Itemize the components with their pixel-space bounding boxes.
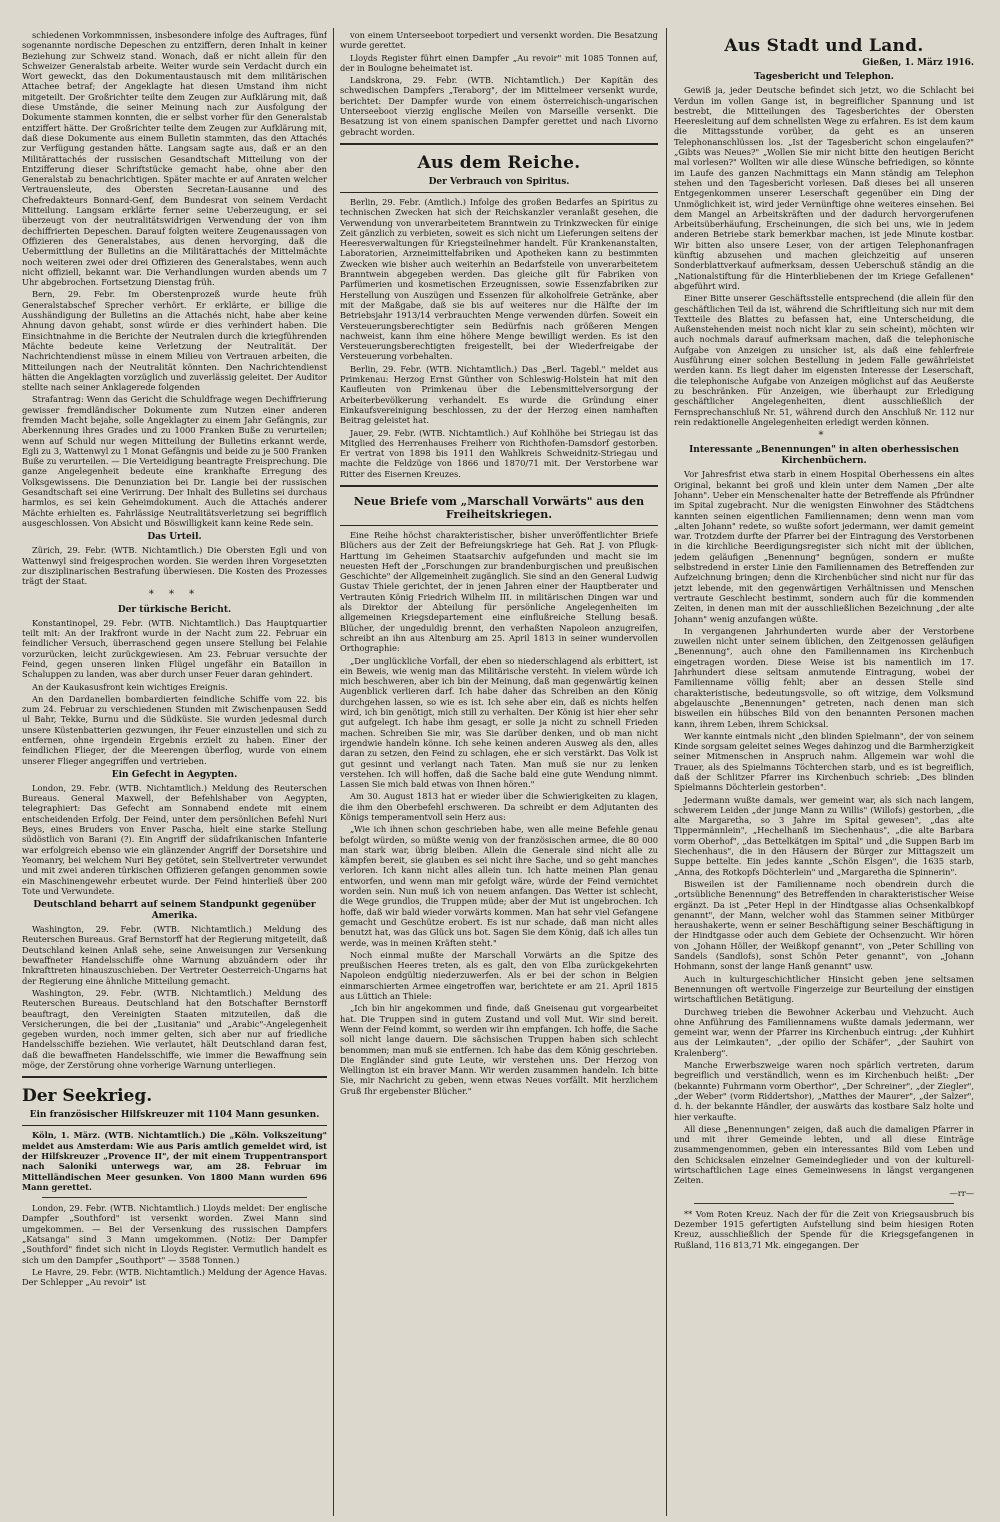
article-paragraph: An den Dardanellen bombardierten feindliche Schiffe vom 22. bis zum 24. Februar zu verschiedenen Stunden mit Zwischenpausen Sedd ul Bahr, Tekke, Burnu und die Südküste. Sie wurden jedesmal durch unsere Küstenbatterien gezwungen, ihr Feuer einzustellen und sich zu entfernen, ohne irgendein Ergebnis erzielt zu haben. Einer der feindlichen Flieger, der die Meerengen überflog, wurde von einem unserer Flieger angegriffen und vertrieben. — [22, 693, 327, 766]
article-paragraph: All diese „Benennungen" zeigen, daß auch die damaligen Pfarrer in und mit ihrer Gemeinde lebten, und all diese Einträge zusammengenommen, geben ein interessantes Bild vom Leben und den Schicksalen einzelner Gemeindeglieder und von der kulturell-wirtschaftlichen Lage eines Gemeinwesens in längst vergangenen Zeiten. — [674, 1123, 974, 1186]
section-heading: Der türkische Bericht. — [117, 604, 232, 615]
section-heading-large: Aus dem Reiche. — [417, 152, 581, 173]
column-middle — [340, 30, 658, 1512]
article-paragraph: Jauer, 29. Febr. (WTB. Nichtamtlich.) Auf Kohlhöhe bei Striegau ist das Mitglied des Herrenhauses Freiherr von Richthofen-Damsdorf gestorben. Er vertrat von 1898 bis 1911 den Wahlkreis Schweidnitz-Striegau und machte die Feldzüge von 1866 und 1870/71 mit. Der Verstorbene war Ritter des Eisernen Kreuzes. — [340, 427, 658, 479]
article-paragraph: Berlin, 29. Febr. (WTB. Nichtamtlich.) Das „Berl. Tagebl." meldet aus Primkenau: Herzog Ernst Günther von Schleswig-Holstein hat mit den Kaufleuten von Primkenau über die Lebensmittelversorgung der Arbeiterbevölkerung verhandelt. Es wurde die Gründung einer Einkaufsvereinigung beschlossen, zu der der Herzog einen namhaften Beitrag geleistet hat. — [340, 363, 658, 426]
divider — [42, 1197, 307, 1198]
article-paragraph: Washington, 29. Febr. (WTB. Nichtamtlich.) Meldung des Reuterschen Bureaus. Graf Bernstorff hat der Regierung mitgeteilt, daß Deutschland keinen Anlaß sehe, seine Anweisungen zur Versenkung bewaffneter Handelsschiffe ohne Warnung abzuändern oder ihr Inkrafttreten hinauszuschieben. Der Vertreter Oesterreich-Ungarns hat der Regierung eine ähnliche Mitteilung gemacht. — [22, 924, 327, 986]
article-paragraph: schiedenen Vorkommnissen, insbesondere infolge des Auftrages, fünf sogenannte nordische Depeschen zu entziffern, deren Inhalt in keiner Beziehung zur Schweiz stand. Wonach, daß er nicht allein für den Schweizer Generalstab arbeite. Weiter wurde sein Verdacht durch ein Wort geweckt, das den Dokumentaustausch mit dem militärischen Attachee betraf; der Angeklagte hat diesen Umstand ihm nicht mitgeteilt. Der Großrichter teilte dem Zeugen zur Aufklärung mit, daß diese Umstände, die seiner Meinung nach zur Ausfolgung der Dokumente stammen konnten, die er selbst vorher für den Generalstab entziffert hätte. Der Großrichter teilte dem Zeugen zur Aufklärung mit, daß diese Dokumente aus einem Bulletin stammten, das den Attachés zur Verfügung gestanden hätte. Langsam sagte aus, daß er an den Militärattachés der russischen Gesandtschaft Mitteilung von der Entzifferung dieser Schriftstücke gemacht habe, ohne aber den Generalstab zu benachrichtigen. Später machte er auf Anraten welcher Vertrauensleute, des Obersten Secretan-Lausanne und des Chefredakteurs Bonnard-Genf, dem Bundesrat von seinem Verdacht Mitteilung. Langsam erklärte ferner seine Ueberzeugung, er sei überzeugt von der neutralitätswidrigen Verwendung der von ihm dechiffrierten Depeschen. Darauf folgten weitere Zeugenaussagen von Offizieren des Generalstabes, aus denen hervorging, daß die Uebermittlung der Bulletins an die Militärattachés der Mittelmächte noch weiteren zwei oder drei Offizieren des Generalstabes, wenn auch nicht offiziell, bekannt war. Die Verhandlungen wurden abends um 7 Uhr abgebrochen. Fortsetzung Dienstag früh. — [22, 30, 327, 288]
section-heading-large: Aus Stadt und Land. — [724, 36, 924, 56]
article-paragraph: Köln, 1. März. (WTB. Nichtamtlich.) Die „Köln. Volkszeitung" meldet aus Amsterdam: Wie aus Paris amtlich gemeldet wird, ist der Hilfskreuzer „Provence II", der mit einem Truppentransport nach Saloniki unterwegs war, am 28. Februar im Mittelländischen Meer gesunken. Von 1800 Mann wurden 696 Mann gerettet. — [22, 1130, 327, 1192]
column-rule — [333, 28, 334, 1516]
article-paragraph: Bisweilen ist der Familienname noch obendrein durch die „ortsübliche Benennung" des Betreffenden in charakteristischer Weise ergänzt. Da ist „Peter Hepl in der Hindtgasse alias Ochsenkalbkopf genannt", der Mann, welcher wohl das Stammen seiner Mitbürger heraushakerte, wenn er seiner Beschäftigung seiner Beschäftigung in der Hindtgasse oder auch dem Gebiete der Ochsenzucht. Wir hören von „Johann Höller, der Weißkopf genannt", von „Peter Schilling von Sandels (Sandlofs), sonst Schön Peter genannt", von „Johann Hohmann, sonst der lange Hanß genannt" usw. — [674, 878, 974, 972]
section-heading-large: Der Seekrieg. — [22, 1086, 153, 1107]
quoted-letter: „Ich bin hir angekommen und finde, daß Gneisenau gut vorgearbeitet hat. Die Truppen sind in gutem Zustand und voll Mut. Wir sind bereit. Wenn der Feind kommt, so werden wir ihn empfangen. Ich hoffe, die Sache soll nicht lange dauern. Die sächsischen Truppen haben sich schlecht benommen; man muß sie entfernen. Ich habe das dem König geschrieben. Die Engländer sind gute Leute, wir verstehen uns. Der Herzog von Wellington ist ein braver Mann. Wir werden zusammen handeln. Ich bitte Sie, mir Nachricht zu geben, wenn etwas Neues vorfällt. Mit herzlichem Gruß Ihr ergebenster Blücher." — [340, 1003, 658, 1096]
article-paragraph: Strafantrag: Wenn das Gericht die Schuldfrage wegen Dechiffrierung gewisser fremdländischer Dokumente zum Nutzen einer anderen fremden Macht bejahe, solle Angeklagter zu einem Jahr Gefängnis, zur Aberkennung ihres Grades und zu 1000 Franken Buße zu verurteilen; wenn auf Schuld nur wegen Mitteilung der Bulletins erkannt werde, Egli zu 3, Wattenwyl zu 1 Monat Gefängnis und beide zu je 500 Franken Buße zu verurteilen. — Die Verteidigung beantragte Freisprechung. Die ganze Angelegenheit bedeute eine krankhafte Erregung des Volksgewissens. Die Denunziation bei Dr. Langie bei der russischen Gesandtschaft sei eine Verirrung. Der Inhalt des Bulletins sei durchaus harmlos, es sei kein Geheimdokument. Auch die Attachés anderer Mächte erhielten es. Fahrlässige Neutralitätsverletzung sei begrifflich ausgeschlossen. Von Absicht und Böswilligkeit kann keine Rede sein. — [22, 394, 327, 528]
column-left — [22, 30, 327, 1512]
section-heading: Deutschland beharrt auf seinem Standpunkt gegenüber Amerika. — [33, 900, 316, 922]
section-heading: Interessante „Benennungen" in alten oberhessischen Kirchenbüchern. — [689, 445, 959, 467]
article-paragraph: Auch in kulturgeschichtlicher Hinsicht geben jene seltsamen Benennungen oft wertvolle Fingerzeige zur Beurteilung der einstigen wirtschaftlichen Betätigung. — [674, 973, 974, 1005]
article-paragraph: von einem Unterseeboot torpediert und versenkt worden. Die Besatzung wurde gerettet. — [340, 30, 658, 51]
article-paragraph: Am 30. August 1813 hat er wieder über die Schwierigkeiten zu klagen, die ihm den Oberbefehl erschweren. Da schreibt er dem Adjutanten des Königs temperamentvoll sein Herz aus: — [340, 791, 658, 822]
article-paragraph: Einer Bitte unserer Geschäftsstelle entsprechend (die allein für den geschäftlichen Teil da ist, während die Schriftleitung sich nur mit dem Textteile des Blattes zu befassen hat, eine Unterscheidung, die Außenstehenden meist noch nicht klar zu sein scheint), möchten wir auch nochmals darauf aufmerksam machen, daß die telephonische Aufgabe von Anzeigen zu unsicher ist, als daß eine fehlerfreie Ausführung einer solchen Bestellung in jedem Falle gewährleistet werden kann. Es liegt daher im eigensten Interesse der Leserschaft, die telephonische Aufgabe von Anzeigen möglichst auf das Aeußerste zu beschränken. Für Anzeigen, wie überhaupt zur Erledigung geschäftlicher Angelegenheiten, dient ausschließlich der Fernsprechanschluß Nr. 51, während durch den Anschluß Nr. 112 nur rein redaktionelle Angelegenheiten erledigt werden können. — [674, 293, 974, 427]
article-paragraph: Bern, 29. Febr. Im Oberstenprozeß wurde heute früh Generalstabschef Sprecher verhört. Er erklärte, er billige die Ausshändigung der Bulletins an die Attachés nicht, habe aber keine Ahnung davon gehabt, sonst würde er dies verhindert haben. Die Einsichtnahme in die Berichte der Neutralen durch die kriegführenden Mächte bedeute keine Verletzung der Neutralität. Der Nachrichtendienst müsse in einem Milieu von Vertrauen arbeiten, die Mitteilungen nach der Neutralität könnten. Den Nachrichtendienst hätten die Angeklagten vorzüglich und zuverlässig geleitet. Der Auditor stellte nach seiner Anklagerede folgenden — [22, 289, 327, 393]
article-paragraph: Jedermann wußte damals, wer gemeint war, als sich nach langem, schwerem Leiden „der junge Mann zu Willis" (Willofs) gestorben, „die alte Margaretha, so 3 Jahre im Spital gewesen", „das alte Tippermännlein", „Hechelhanß im Siechenhaus", „die alte Barbara vorm Oberhof", „das Bettelkätgen im Spital" und „die Suppen Barb im Siechenhaus", die in den Häusern der Bürger zur Mittagszeit um Suppe bettelte. Ein jedes kannte „Schön Elsgen", die 1635 starb, „Anna, des Rotkopfs Döchterlein" und „Margaretha die Spinnerin". — [674, 794, 974, 877]
article-paragraph: Durchweg trieben die Bewohner Ackerbau und Viehzucht. Auch ohne Anführung des Familiennamens wußte damals jedermann, wer gemeint war, wenn der Pfarrer ins Kirchenbuch eintrug: „der Kuhhirt aus der Leimkauten", „der opilio der Schäfer", „der Sauhirt von Kralenberg". — [674, 1006, 974, 1058]
article-paragraph: In vergangenen Jahrhunderten wurde aber der Verstorbene zuweilen nicht unter seinem üblichen, den Zeitgenossen geläufigen „Benennung", auch ohne den Familiennamen ins Kirchenbuch eingetragen worden. Diese Weise ist bis namentlich im 17. Jahrhundert diese seltsam anmutende Eintragung, wobei der Familienname völlig fehlt; aber an dessen Stelle sind charakteristische, bedeutungsvolle, so oft witzige, dem Volksmund abgelauschte „Benennungen" getreten, nach denen man sich bisweilen ein hübsches Bild von den benannten Personen machen kann, ihrem Leben, ihrem Schicksal. — [674, 625, 974, 729]
section-heading: Ein Gefecht in Aegypten. — [111, 769, 238, 780]
article-paragraph: Landskrona, 29. Febr. (WTB. Nichtamtlich.) Der Kapitän des schwedischen Dampfers „Teraborg", der im Mittelmeer versenkt wurde, berichtet: Der Dampfer wurde von einem österreichisch-ungarischen Unterseeboot vierzig englische Meilen von Marseille versenkt. Die Besatzung ist von einem spanischen Dampfer gerettet und nach Livorno gebracht worden. — [340, 75, 658, 137]
article-paragraph: Lloyds Register führt einen Dampfer „Au revoir" mit 1085 Tonnen auf, der in Boulogne beheimatet ist. — [340, 52, 658, 73]
quoted-letter: „Der unglückliche Vorfall, der eben so niederschlagend als erbittert, ist ein Beweis, wie wenig man das Militärische versteht. In vielem würde ich mich beschweren, aber ich bin der Meinung, daß man gegenwärtig keinen Augenblick verlieren darf. Ich habe daher das Schreiben an den König durchgehen lassen, so wie es ist. Ich sehe aber ein, daß es nichts helfen wird, ich bin genötigt, mich still zu verhalten. Der König ist hier eher sehr gut aufgelegt. Ich habe ihm gesagt, er solle ja nicht zu schnell Frieden machen. Schreiben Sie mir, was Sie darüber denken, und ob man nicht irgendwie handeln könne. Ich sehe keinen anderen Ausweg als den, alles daran zu setzen, den Feind zu schlagen, ehe er sich verstärkt. Das Volk ist gut gesinnt und verlangt nach Taten. Man muß sie nur zu lenken verstehen. Ich will hoffen, daß die Sache bald eine gute Wendung nimmt. Lassen Sie mich bald etwas von Ihnen hören." — [340, 655, 658, 790]
article-paragraph: Noch einmal mußte der Marschall Vorwärts an die Spitze des preußischen Heeres treten, als es galt, den von Elba zurückgekehrten Napoleon endgültig niederzuwerfen. Als er bei der schon in Belgien einmarschierten Armee eingetroffen war, berichtete er am 21. April 1815 aus Lüttich an Thiele: — [340, 949, 658, 1002]
quoted-letter: „Wie ich ihnen schon geschrieben habe, wen alle meine Befehle genau befolgt würden, so müßte wenig von der französischen armee, die 80 000 man stark war, übrig bleiben. Allein die Generale sind nicht alle zu kämpfen bereit, sie glauben es sei nicht ihre Sache, und so geht manches verloren. Ich kann nicht alles allein tun. Ich hatte meinen Plan genau entworfen, und wenn man mir gefolgt wäre, würde der Feind vernichtet worden sein. Nun muß ich von neuem anfangen. Das Wetter ist schlecht, die Wege grundlos, die Truppen müde; aber der Mut ist ungebrochen. Ich hoffe, daß wir bald wieder vorwärts kommen. Man hat sehr viel Gefangene gemacht und Geschütze erobert. Es ist nur schade, daß man nicht alles benutzt hat, was das Glück uns bot. Sagen Sie dem König, daß ich alles tun werde, was in meinen Kräften steht." — [340, 824, 658, 948]
separator-stars: * * * — [148, 589, 201, 601]
article-paragraph: Wer kannte eintmals nicht „den blinden Spielmann", der von seinem Kinde sorgsam geleitet seines Weges dahinzog und die Barmherzigkeit seiner Mitmenschen in Anspruch nahm. Allgemein war wohl die Trauer, als des Spielmanns Töchterchen starb, und es ist begreiflich, daß der Schlitzer Pfarrer ins Kirchenbuch schrieb: „Des blinden Spielmanns Döchterlein gestorben". — [674, 730, 974, 793]
article-paragraph: London, 29. Febr. (WTB. Nichtamtlich.) Lloyds meldet: Der englische Dampfer „Southford" ist versenkt worden. Zwei Mann sind umgekommen. — Bei der Versenkung des russischen Dampfers „Katsanga" sind 3 Mann umgekommen. (Notiz: Der Dampfer „Southford" findet sich nicht in Lloyds Register. Vermutlich handelt es sich um den Dampfer „Southport" — 3588 Tonnen.) — [22, 1203, 327, 1265]
article-paragraph: Eine Reihe höchst charakteristischer, bisher unveröffentlichter Briefe Blüchers aus der Zeit der Befreiungskriege hat Geh. Rat J. von Pflugk-Harttung im Geheimen Staatsarchiv aufgefunden und macht sie im neuesten Heft der „Forschungen zur brandenburgischen und preußischen Geschichte" der Allgemeinheit zugänglich. Sie sind an den General Ludwig Gustav Thiele gerichtet, der in jenen Jahren einer der Hauptberater und Vertrauten König Friedrich Wilhelm III. in militärischen Dingen war und als Direktor der Abteilung für persönliche Angelegenheiten im allgemeinen Kriegsdepartement eine einflußreiche Stellung besaß. Blücher, der ungeduldig brennt, den verhaßten Napoleon anzugreifen, schreibt an ihn aus Altenburg am 25. April 1813 in seiner wundervollen Orthographie: — [340, 529, 658, 654]
divider — [694, 1203, 954, 1204]
column-rule — [666, 28, 667, 1516]
article-paragraph: An der Kaukasusfront kein wichtiges Ereignis. — [32, 681, 228, 692]
article-paragraph: Gewiß ja, jeder Deutsche befindet sich jetzt, wo die Schlacht bei Verdun im vollen Gange ist, in begreiflicher Spannung und ist bestrebt, die Mitteilungen des Tagesberichtes der Obersten Heeresleitung auf dem schnellsten Wege zu erfahren. Es ist dem kaum die Mittagsstunde vorüber, da geht es an unseren Telephonanschlüssen los. „Ist der Tagesbericht schon eingelaufen?" „Gibts was Neues?" „Wollen Sie mir nicht bitte den heutigen Bericht mal vorlesen?" Wollten wir alle diese Wünsche befriedigen, so könnte im Laufe des ganzen Nachmittags ein Mann ständig am Telephon stehen und den Tagesbericht vorlesen. Daß dieses bei all unseren Entgegenkommen unserer Leserschaft gegenüber ein Ding der Unmöglichkeit ist, wird jeder Vernünftige ohne weiteres einsehen. Bei dem Mangel an Arbeitskräften und der dadurch hervorgerufenen Arbeitsüberhäufung, Erscheinungen, die sich bei uns, wie in jedem anderen Betriebe stark bemerkbar machen, ist jede Minute kostbar. Wir bitten also unsere Leser, von der artigen Telephonanfragen künftig abzusehen und machen gleichzeitig auf unseren Sonderblattverkauf aufmerksam, dessen Ueberschuß ständig an die „Nationalstiftung für die Hinterbliebenen der im Kriege Gefallenen" abgeführt wird. — [674, 85, 974, 291]
column-right — [674, 30, 974, 1512]
article-paragraph: Berlin, 29. Febr. (Amtlich.) Infolge des großen Bedarfes an Spiritus zu technischen Zwecken hat sich der Reichskanzler veranlaßt gesehen, die Verwendung von unverarbeitetem Branntwein zu Trinkzwecken für einige Zeit gänzlich zu verbieten, soweit es sich nicht um Lieferungen seitens der Heeresverwaltungen für Kriegsteilnehmer handelt. Für Krankenanstalten, Laboratorien, Arzneimittelfabriken und Apotheken kann zu bestimmten Zwecken wie bisher auch weiterhin an Bedarfsteile von unverarbeitetem Branntwein abgegeben werden. Das gleiche gilt für Fabriken von Parfümerien und kosmetischen Erzeugnissen, sowie Essenzfabriken zur Herstellung von Auszügen und Essenzen für alkoholfreie Getränke, aber mit der Maßgabe, daß sie bis auf weiteres nur die Hälfte der im Betriebsjahr 1913/14 verbrauchten Menge verwenden dürfen. Soweit ein Versteuerungsberechtigter sein Bedürfnis nach größeren Mengen nachweist, kann ihm eine höhere Menge bewilligt werden. Es ist den Versteuerungsberechtigten freigestellt, bei der Wiederfreigabe der Versteuerung vorbehalten. — [340, 196, 658, 362]
article-paragraph: ** Vom Roten Kreuz. Nach der für die Zeit von Kriegsausbruch bis Dezember 1915 gefertigten Aufstellung sind beim hiesigen Roten Kreuz, ausschließlich der Spende für die Kriegsgefangenen in Rußland, 116 813,71 Mk. eingegangen. Der — [674, 1208, 974, 1250]
article-paragraph: Zürich, 29. Febr. (WTB. Nichtamtlich.) Die Obersten Egli und von Wattenwyl sind freigesprochen worden. Sie werden ihren Vorgesetzten zur disziplinarischen Bestrafung überwiesen. Die Kosten des Prozesses trägt der Staat. — [22, 545, 327, 587]
article-paragraph: London, 29. Febr. (WTB. Nichtamtlich.) Meldung des Reuterschen Bureaus. General Maxwell, der Befehlshaber von Aegypten, telegraphiert: Das Gefecht am Sonnabend endete mit einem entscheidenden Erfolg. Der Feind, unter dem persönlichen Befehl Nuri Beys, eines Bruders von Enver Pascha, hielt eine starke Stellung südöstlich von Barani (?). Ein Angriff der südafrikanischen Infanterie war erfolgreich ebenso wie ein glänzender Angriff der Dorsetshire und Yeomanry, bei welchem Nuri Bey getötet, sein Stellvertreter verwundet und mit zwei anderen türkischen Offizieren gefangen genommen sowie ein Maschinengewehr erbeutet wurde. Der Feind hinterließ über 200 Tote und Verwundete. — [22, 782, 327, 896]
article-paragraph: Le Havre, 29. Febr. (WTB. Nichtamtlich.) Meldung der Agence Havas. Der Schlepper „Au revoir" ist — [22, 1266, 327, 1288]
article-paragraph: Manche Erwerbszweige waren noch spärlich vertreten, darum begreiflich und verständlich, wenn es im Kirchenbuch heißt: „Der (bekannte) Fuhrmann vorm Oberthor", „Der Schreiner", „der Ziegler", „der Weber" (vorm Riddertshor), „Matthes der Maurer", „der Salzer", d. h. der bekannte Händler, der auswärts das kostbare Salz holte und hier verkaufte. — [674, 1060, 974, 1122]
author-signature: —rr— — [949, 1187, 974, 1198]
article-paragraph: Konstantinopel, 29. Febr. (WTB. Nichtamtlich.) Das Hauptquartier teilt mit: An der Irakfront wurde in der Nacht zum 22. Februar ein feindlicher Versuch, überraschend gegen unsere Stellung bei Felahie vorzurücken, leicht zurückgewiesen. Am 23. Februar versuchte der Feind, gegen unseren linken Flügel ungefähr ein Bataillon in Schaluppen zu landen, was aber durch unser Feuer daran gehindert. — [22, 617, 327, 680]
article-paragraph: Washington, 29. Febr. (WTB. Nichtamtlich.) Meldung des Reuterschen Bureaus. Deutschland hat den Botschafter Bernstorff beauftragt, den Vereinigten Staaten mitzuteilen, daß die Versicherungen, die bei der „Lusitania" und „Arabic"-Angelegenheit gegeben wurden, noch immer gelten, sich aber nur auf friedliche Handelsschiffe beziehen. Wie verlautet, hält Deutschland daran fest, daß die bewaffneten Handelsschiffe, wie immer die Bewaffnung sein möge, der Zerstörung ohne vorherige Warnung unterliegen. — [22, 987, 327, 1071]
article-paragraph: Vor Jahresfrist etwa starb in einem Hospital Oberhessens ein altes Original, bekannt bei groß und klein unter dem Namen „Der alte Johann". Ueber ein Menschenalter hatte der Betreffende als Pfründner im Spital zugebracht. Nur die wenigsten Einwohner des Städtchens kannten seinen eigentlichen Familiennamen; denn wenn man vom „alten Johann" redete, so wußte sofort jedermann, wer damit gemeint war. Trotzdem durfte der Pfarrer bei der Eintragung des Verstorbenen in die kirchliche Beerdigungsregister sich nicht mit der üblichen, jedem geläufigen „Benennung" begnügen, sondern er mußte selbstredend in erster Linie den Familiennamen des Betreffenden zur Aufzeichnung bringen; denn die Kirchenbücher sind nicht nur für das jetzt lebende, mit den gegenwärtigen Verhältnissen und Menschen vertraute Geschlecht bestimmt, sondern auch für die kommenden Zeiten, in denen man mit der ausschließlichen Bezeichnung „der alte Johann" wenig anzufangen wüßte. — [674, 469, 974, 624]
separator-star: * — [818, 430, 830, 442]
section-heading: Neue Briefe vom „Marschall Vorwärts" aus den Freiheitskriegen. — [353, 494, 645, 521]
section-heading: Der Verbrauch von Spiritus. — [428, 176, 570, 187]
section-heading: Tagesbericht und Telephon. — [754, 72, 894, 83]
section-heading: Das Urteil. — [147, 532, 202, 543]
dateline: Gießen, 1. März 1916. — [862, 58, 974, 68]
section-heading: Ein französischer Hilfskreuzer mit 1104 Mann gesunken. — [29, 1110, 320, 1121]
